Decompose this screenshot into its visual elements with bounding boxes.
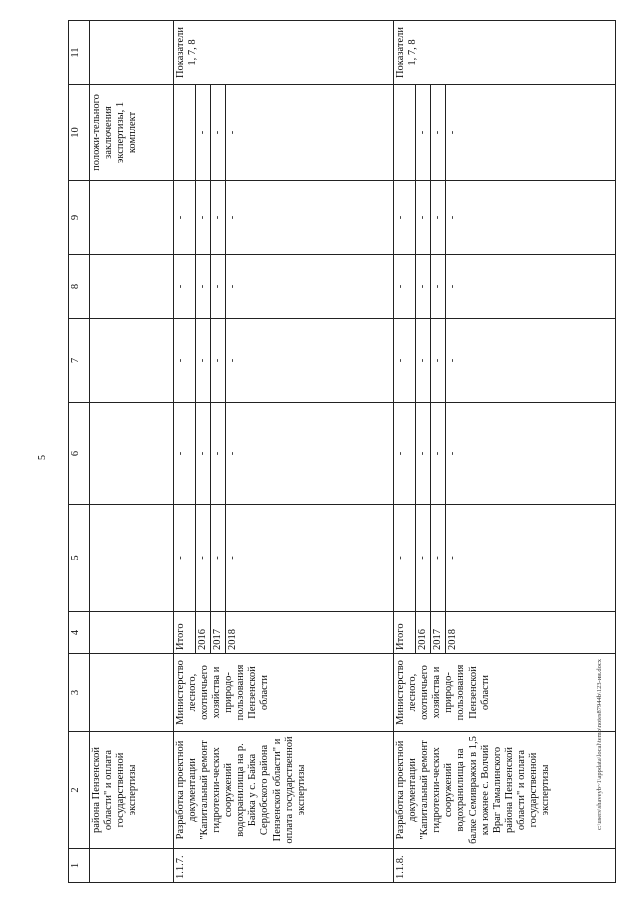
row-indicators: Показатели 1, 7, 8 [394,21,616,85]
program-table [68,20,616,883]
value-cell: - [416,181,431,255]
row-indicators: Показатели 1, 7, 8 [174,21,394,85]
value-cell: - [431,255,446,319]
value-cell: - [196,319,211,403]
row-number: 1.1.7. [174,849,394,883]
col-header: 6 [69,403,90,505]
value-cell: - [416,319,431,403]
row-executor: Министерство лесного, охотничьего хозяйства и природо-пользования Пензенской области [174,654,394,732]
value-cell: - [446,319,616,403]
value-cell: - [394,181,416,255]
year-cell: Итого [394,612,416,654]
table-row [394,21,416,883]
value-cell [394,85,416,181]
value-cell: - [431,181,446,255]
value-cell: - [394,403,416,505]
value-cell: - [211,255,226,319]
page-number: 5 [37,455,48,460]
value-cell: - [174,505,196,612]
value-cell: - [416,255,431,319]
value-cell: - [211,403,226,505]
value-cell: - [211,181,226,255]
row-name: Разработка проектной документации "Капитальный ремонт гидротехни-ческих сооружений водохранилища на р. Байка у с. Байка Сердобского района Пензенской области" и оплата государственной экспертизы [174,732,394,849]
value-cell: - [226,255,394,319]
col-header: 8 [69,255,90,319]
value-cell: - [226,85,394,181]
value-cell: - [416,403,431,505]
value-cell: - [431,319,446,403]
continued-result: положи-тельного заключения экспертизы, 1 комплект [90,85,174,181]
value-cell: - [446,85,616,181]
col-header: 11 [69,21,90,85]
value-cell: - [211,505,226,612]
row-number: 1.1.8. [394,849,616,883]
value-cell: - [226,319,394,403]
value-cell [174,85,196,181]
value-cell: - [394,505,416,612]
value-cell: - [431,85,446,181]
value-cell: - [226,403,394,505]
value-cell: - [174,255,196,319]
col-header: 3 [69,654,90,732]
value-cell: - [196,505,211,612]
year-cell: 2016 [196,612,211,654]
col-header: 9 [69,181,90,255]
header-row [69,21,90,883]
year-cell: Итого [174,612,196,654]
value-cell: - [446,505,616,612]
col-header: 5 [69,505,90,612]
col-header: 4 [69,612,90,654]
value-cell: - [174,319,196,403]
value-cell: - [196,85,211,181]
value-cell: - [211,85,226,181]
value-cell: - [196,181,211,255]
continuation-row [90,21,174,883]
col-header: 1 [69,849,90,883]
value-cell: - [174,181,196,255]
value-cell: - [431,505,446,612]
value-cell: - [416,505,431,612]
year-cell: 2017 [211,612,226,654]
col-header: 2 [69,732,90,849]
value-cell: - [211,319,226,403]
footer-filepath: c:\users\shaveyb~1\appdata\local\temp\notes87944b\123-ии.docx [596,659,603,830]
rotated-table-wrapper [68,21,608,883]
value-cell: - [394,255,416,319]
value-cell: - [174,403,196,505]
value-cell: - [416,85,431,181]
row-name: Разработка проектной документации "Капитальный ремонт гидротехни-ческих сооружений водохранилища на балке Семивражки в 1,5 км южнее с. Волчий Враг Тамалинского района Пензенской области" и оплата государственной экспертизы [394,732,616,849]
continued-name: района Пензенской области" и оплата государственной экспертизы [90,732,174,849]
table-row [174,21,196,883]
row-executor: Министерство лесного, охотничьего хозяйства и природо-пользования Пензенской области [394,654,616,732]
col-header: 10 [69,85,90,181]
year-cell: 2018 [226,612,394,654]
value-cell: - [226,505,394,612]
value-cell: - [446,255,616,319]
year-cell: 2017 [431,612,446,654]
value-cell: - [446,181,616,255]
col-header: 7 [69,319,90,403]
value-cell: - [196,403,211,505]
value-cell: - [394,319,416,403]
value-cell: - [446,403,616,505]
year-cell: 2016 [416,612,431,654]
value-cell: - [226,181,394,255]
value-cell: - [196,255,211,319]
value-cell: - [431,403,446,505]
year-cell: 2018 [446,612,616,654]
